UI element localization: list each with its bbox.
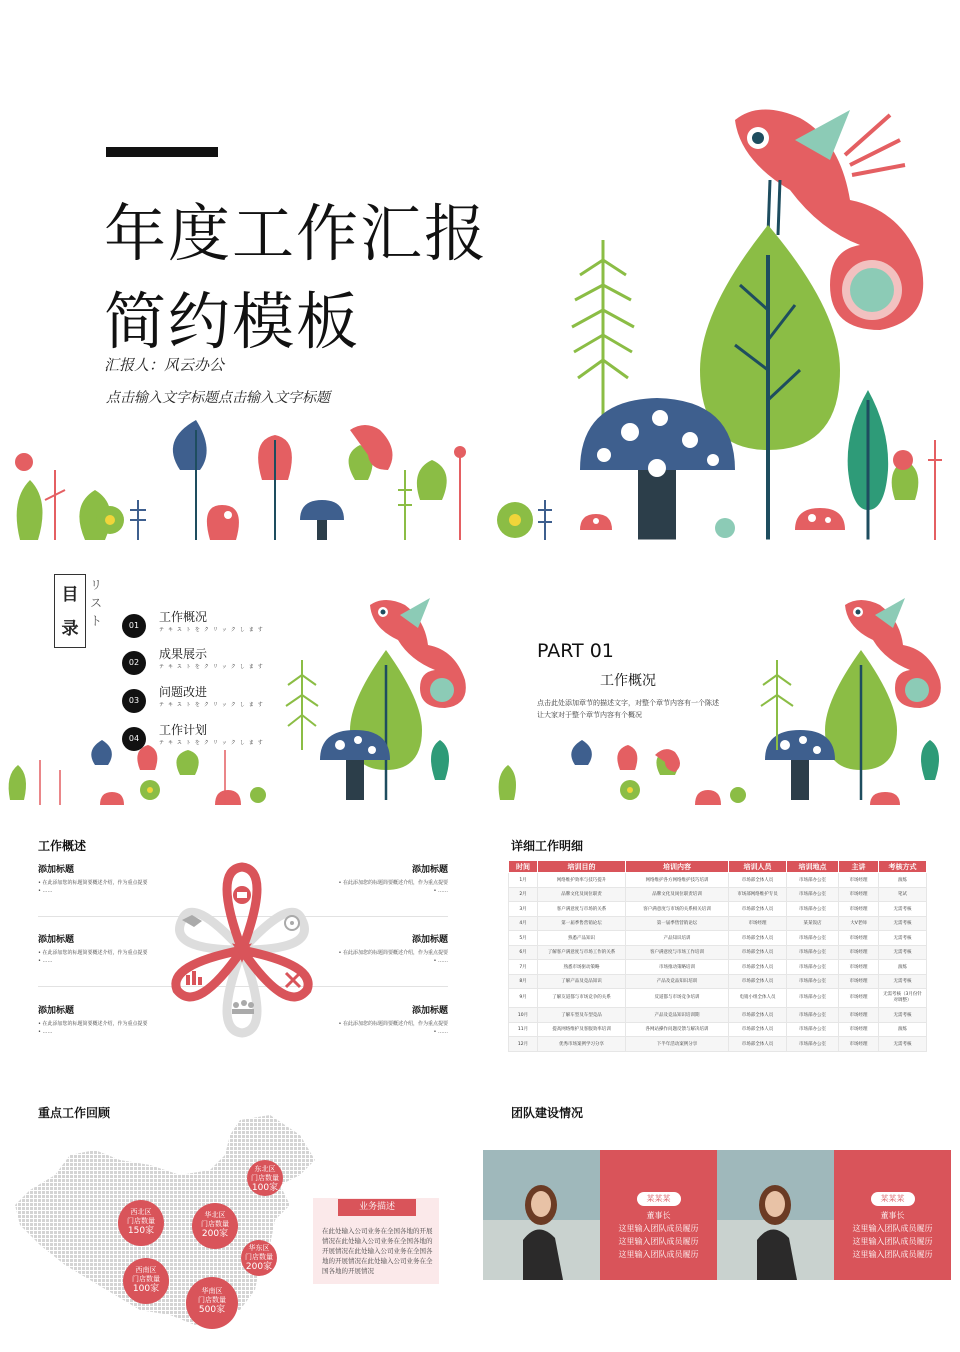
table-cell: 市场部办公室 xyxy=(787,960,839,975)
overview-item-more: • …… xyxy=(433,958,448,964)
table-cell: 市场经理 xyxy=(839,1008,879,1023)
table-cell: 市场经理 xyxy=(839,989,879,1008)
overview-item-more: • …… xyxy=(433,888,448,894)
toc-item-subtitle: テキストをクリックします xyxy=(159,740,267,746)
region-badge xyxy=(186,1277,238,1329)
table-cell: 网络维护效率与技巧提升 xyxy=(538,873,626,888)
table-cell: 市场经理 xyxy=(839,945,879,960)
region-value: 200家 xyxy=(201,1229,229,1239)
table-row xyxy=(509,989,927,1008)
region-label: 门店数量 xyxy=(251,1174,279,1182)
review-title: 重点工作回顾 xyxy=(38,1106,111,1120)
region-name: 华南区 xyxy=(201,1287,223,1295)
table-cell: 优秀市场案例学习分享 xyxy=(538,1037,626,1052)
china-dot-map xyxy=(10,1115,320,1340)
table-cell: 市场部全体人员 xyxy=(729,974,787,989)
toc-title-char-1: 目 xyxy=(61,585,79,605)
region-label: 门店数量 xyxy=(132,1275,160,1283)
toc-item-number: 02 xyxy=(122,651,146,675)
person-photo xyxy=(717,1150,834,1280)
toc-item-number: 01 xyxy=(122,614,146,638)
region-value: 100家 xyxy=(132,1284,160,1294)
cover-title-line2: 简约模板 xyxy=(104,285,361,358)
member-desc: 这里输入团队成员履历 xyxy=(618,1237,699,1246)
region-name: 东北区 xyxy=(254,1165,276,1173)
toc-illustration xyxy=(0,590,480,810)
cover-slide xyxy=(0,0,960,540)
region-name: 华北区 xyxy=(204,1211,226,1219)
table-cell: 市场部办公室 xyxy=(787,1037,839,1052)
table-row xyxy=(509,902,927,917)
region-label: 门店数量 xyxy=(127,1217,155,1225)
overview-item-text: • 在此添加您的标题简要概述介绍，作为重点提要 xyxy=(38,880,148,886)
business-text: 在此处输入公司业务在全国各地的开展情况在此处输入公司业务在全国各地的开展情况在此处输入公司业务在全国各地的开展情况在此处输入公司业务在全国各地的开展情况 xyxy=(322,1227,433,1275)
toc-item-subtitle: テキストをクリックします xyxy=(159,627,267,633)
member-name: 某某某 xyxy=(871,1192,915,1206)
region-name: 华东区 xyxy=(248,1244,270,1252)
region-badge xyxy=(247,1160,283,1196)
table-header: 考核方式 xyxy=(879,861,927,873)
cover-title-line1: 年度工作汇报 xyxy=(104,197,489,270)
part-number: PART 01 xyxy=(537,640,614,662)
table-row xyxy=(509,960,927,975)
overview-item-text: • 在此添加您的标题简要概述介绍，作为重点提要 xyxy=(38,1021,148,1027)
detail-table xyxy=(508,860,927,1052)
table-header: 主讲 xyxy=(839,861,879,873)
table-cell: 8月 xyxy=(509,974,538,989)
table-cell: 11月 xyxy=(509,1022,538,1037)
region-label: 门店数量 xyxy=(201,1220,229,1228)
region-value: 150家 xyxy=(127,1226,155,1236)
table-cell: 市场经理 xyxy=(839,902,879,917)
member-name: 某某某 xyxy=(637,1192,681,1206)
table-cell: 市场部全体人员 xyxy=(729,902,787,917)
table-cell: 市场部办公室 xyxy=(787,887,839,902)
table-header: 培训内容 xyxy=(626,861,729,873)
team-photo xyxy=(717,1150,834,1280)
table-cell: 无需考核 xyxy=(879,1008,927,1023)
table-row xyxy=(509,1022,927,1037)
table-cell: 了解客户满意度与市场工作的关系 xyxy=(538,945,626,960)
table-cell: 10月 xyxy=(509,1008,538,1023)
overview-item-title: 添加标题 xyxy=(411,865,448,875)
table-cell: 演练 xyxy=(879,960,927,975)
team-member-card xyxy=(834,1150,951,1280)
table-cell: 第一届季售营销论坛 xyxy=(626,916,729,931)
part-description: 点击此处添加章节的描述文字，对整个章节内容有一个陈述让大家对于整个章节内容有个概况 xyxy=(537,699,719,719)
table-cell: 熟悉产品知识 xyxy=(538,931,626,946)
table-cell: 无需考核 xyxy=(879,974,927,989)
table-cell: 电销小组全体人员 xyxy=(729,989,787,1008)
table-cell: 产品及竞品知识培训期 xyxy=(626,1008,729,1023)
overview-item-more: • …… xyxy=(38,888,53,894)
overview-item xyxy=(333,1003,448,1036)
table-cell: 演练 xyxy=(879,1022,927,1037)
table-cell: 市场经理 xyxy=(839,873,879,888)
table-cell: 产品知识培训 xyxy=(626,931,729,946)
table-header: 培训目的 xyxy=(538,861,626,873)
region-badge xyxy=(123,1258,169,1304)
table-cell: 市场部办公室 xyxy=(787,873,839,888)
overview-item xyxy=(333,862,448,895)
table-cell: 产品及竞品知识培训 xyxy=(626,974,729,989)
fern-illustration xyxy=(572,240,634,420)
table-cell: 了解车型及车型竞品 xyxy=(538,1008,626,1023)
table-row xyxy=(509,931,927,946)
table-cell: 市场部网络维护专员 xyxy=(729,887,787,902)
toc-item-subtitle: テキストをクリックします xyxy=(159,702,267,708)
table-cell: 市场推动策略培训 xyxy=(626,960,729,975)
member-desc: 这里输入团队成员履历 xyxy=(852,1250,933,1259)
table-cell: 各网站操作问题反馈与解决培训 xyxy=(626,1022,729,1037)
table-cell: 市场部全体人员 xyxy=(729,1022,787,1037)
toc-item-number: 03 xyxy=(122,689,146,713)
table-cell: 市场经理 xyxy=(839,931,879,946)
table-cell: 市场经理 xyxy=(729,916,787,931)
team-title: 团队建设情况 xyxy=(511,1106,584,1120)
overview-item-text: • 在此添加您的标题简要概述介绍，作为重点提要 xyxy=(338,950,448,956)
toc-item-number: 04 xyxy=(122,727,146,751)
member-role: 董事长 xyxy=(880,1211,905,1220)
table-row xyxy=(509,887,927,902)
cover-reporter: 汇报人：风云办公 xyxy=(104,356,225,374)
table-cell: 市场部全体人员 xyxy=(729,960,787,975)
table-row xyxy=(509,1037,927,1052)
table-cell: 了解产品及竞品知识 xyxy=(538,974,626,989)
overview-item-text: • 在此添加您的标题简要概述介绍，作为重点提要 xyxy=(38,950,148,956)
table-cell: 9月 xyxy=(509,989,538,1008)
table-cell: 市场经理 xyxy=(839,960,879,975)
leaf-tree-illustration xyxy=(700,225,840,540)
team-member-card xyxy=(600,1150,717,1280)
table-cell: 市场部办公室 xyxy=(787,931,839,946)
table-cell: 市场部办公室 xyxy=(787,902,839,917)
table-cell: 提高网络维护及客服效率培训 xyxy=(538,1022,626,1037)
table-cell: 笔试 xyxy=(879,887,927,902)
part-illustration xyxy=(490,590,960,810)
region-badge xyxy=(118,1200,164,1246)
overview-item-title: 添加标题 xyxy=(411,1006,448,1016)
member-desc: 这里输入团队成员履历 xyxy=(852,1224,933,1233)
toc-list-label: リスト xyxy=(90,578,103,628)
striped-leaf-illustration xyxy=(848,390,889,540)
member-role: 董事长 xyxy=(646,1211,671,1220)
forest-illustration xyxy=(0,0,960,540)
region-badge xyxy=(192,1203,238,1249)
region-value: 200家 xyxy=(245,1262,273,1272)
table-cell: 演练 xyxy=(879,873,927,888)
business-tag: 业务描述 xyxy=(338,1199,416,1216)
overview-item-title: 添加标题 xyxy=(38,935,75,945)
table-cell: 某某饭店 xyxy=(787,916,839,931)
table-cell: 客户满意度与市场工作培训 xyxy=(626,945,729,960)
overview-item-title: 添加标题 xyxy=(38,865,75,875)
member-desc: 这里输入团队成员履历 xyxy=(852,1237,933,1246)
overview-item-title: 添加标题 xyxy=(411,935,448,945)
table-cell: 市场部全体人员 xyxy=(729,931,787,946)
table-cell: 客户满意度与市场的关系相关培训 xyxy=(626,902,729,917)
table-cell: 客户满意度与市场的关系 xyxy=(538,902,626,917)
table-header: 时间 xyxy=(509,861,538,873)
part-title: 工作概况 xyxy=(600,673,656,689)
toc-item-label: 问题改进 xyxy=(159,685,208,699)
member-desc: 这里输入团队成员履历 xyxy=(618,1250,699,1259)
table-cell: 市场经理 xyxy=(839,1022,879,1037)
overview-item-more: • …… xyxy=(38,1029,53,1035)
chat-icon xyxy=(233,886,251,904)
table-cell: 市场经理 xyxy=(839,974,879,989)
table-cell: 第一届季售营销论坛 xyxy=(538,916,626,931)
tools-icon xyxy=(286,973,300,987)
cover-subtitle: 点击输入文字标题点击输入文字标题 xyxy=(106,390,330,406)
team-icon xyxy=(232,1000,254,1014)
table-cell: 品牌文化及岗位职责 xyxy=(538,887,626,902)
table-cell: 12月 xyxy=(509,1037,538,1052)
detail-title: 详细工作明细 xyxy=(511,839,584,853)
table-cell: 无需考核 xyxy=(879,902,927,917)
overview-item xyxy=(333,932,448,965)
region-name: 西北区 xyxy=(130,1208,152,1216)
overview-item-more: • …… xyxy=(38,958,53,964)
ground-plants xyxy=(0,420,960,540)
table-cell: 7月 xyxy=(509,960,538,975)
target-icon xyxy=(285,916,299,930)
overview-title: 工作概述 xyxy=(38,839,87,853)
toc-item-label: 成果展示 xyxy=(159,647,208,661)
table-cell: 5月 xyxy=(509,931,538,946)
table-header: 培训地点 xyxy=(787,861,839,873)
overview-item xyxy=(38,1003,153,1036)
region-label: 门店数量 xyxy=(198,1296,226,1304)
petal-diagram xyxy=(152,855,332,1045)
table-cell: 市场部办公室 xyxy=(787,1008,839,1023)
table-cell: 市场部办公室 xyxy=(787,1022,839,1037)
toc-item-label: 工作计划 xyxy=(159,723,208,737)
table-row xyxy=(509,1008,927,1023)
table-cell: 大V老师 xyxy=(839,916,879,931)
table-cell: 2月 xyxy=(509,887,538,902)
table-cell: 市场部办公室 xyxy=(787,974,839,989)
table-body xyxy=(509,873,927,1052)
table-cell: 无需考核 xyxy=(879,945,927,960)
table-cell: 熟悉市场驱动策略 xyxy=(538,960,626,975)
table-cell: 无需考核 xyxy=(879,1037,927,1052)
table-row xyxy=(509,916,927,931)
overview-item-text: • 在此添加您的标题简要概述介绍，作为重点提要 xyxy=(338,1021,448,1027)
table-cell: 市场部办公室 xyxy=(787,989,839,1008)
table-cell: 反道都与市场竞争培训 xyxy=(626,989,729,1008)
table-row xyxy=(509,945,927,960)
table-row xyxy=(509,974,927,989)
toc-item-subtitle: テキストをクリックします xyxy=(159,664,267,670)
table-cell: 网络维护各方网络维护技巧培训 xyxy=(626,873,729,888)
overview-item xyxy=(38,862,153,895)
region-name: 西南区 xyxy=(135,1266,157,1274)
table-header-row xyxy=(509,861,927,873)
table-row xyxy=(509,873,927,888)
overview-item xyxy=(38,932,153,965)
region-label: 门店数量 xyxy=(245,1253,273,1261)
table-cell: 下半年活动案例分享 xyxy=(626,1037,729,1052)
table-cell: 了解友道都与市场竞争的关系 xyxy=(538,989,626,1008)
table-cell: 市场部全体人员 xyxy=(729,873,787,888)
table-header: 培训人员 xyxy=(729,861,787,873)
overview-item-more: • …… xyxy=(433,1029,448,1035)
table-cell: 市场部办公室 xyxy=(787,945,839,960)
table-cell: 无需考核 xyxy=(879,916,927,931)
region-value: 500家 xyxy=(198,1305,226,1315)
person-photo xyxy=(483,1150,600,1280)
table-cell: 市场经理 xyxy=(839,1037,879,1052)
toc-item-label: 工作概况 xyxy=(159,610,208,624)
region-value: 100家 xyxy=(251,1183,279,1193)
team-photo xyxy=(483,1150,600,1280)
table-cell: 3月 xyxy=(509,902,538,917)
table-cell: 4月 xyxy=(509,916,538,931)
table-cell: 6月 xyxy=(509,945,538,960)
toc-title-char-2: 录 xyxy=(61,619,79,639)
table-cell: 市场经理 xyxy=(839,887,879,902)
table-cell: 市场部全体人员 xyxy=(729,1037,787,1052)
table-cell: 1月 xyxy=(509,873,538,888)
table-cell: 市场部全体人员 xyxy=(729,1008,787,1023)
table-cell: 无需考核 xyxy=(879,931,927,946)
member-desc: 这里输入团队成员履历 xyxy=(618,1224,699,1233)
chart-icon xyxy=(186,971,202,985)
table-cell: 无需考核（3月份针对调整） xyxy=(879,989,927,1008)
overview-item-title: 添加标题 xyxy=(38,1006,75,1016)
table-cell: 市场部全体人员 xyxy=(729,945,787,960)
region-badge xyxy=(241,1240,277,1276)
overview-item-text: • 在此添加您的标题简要概述介绍，作为重点提要 xyxy=(338,880,448,886)
table-cell: 品牌文化及岗位职责培训 xyxy=(626,887,729,902)
